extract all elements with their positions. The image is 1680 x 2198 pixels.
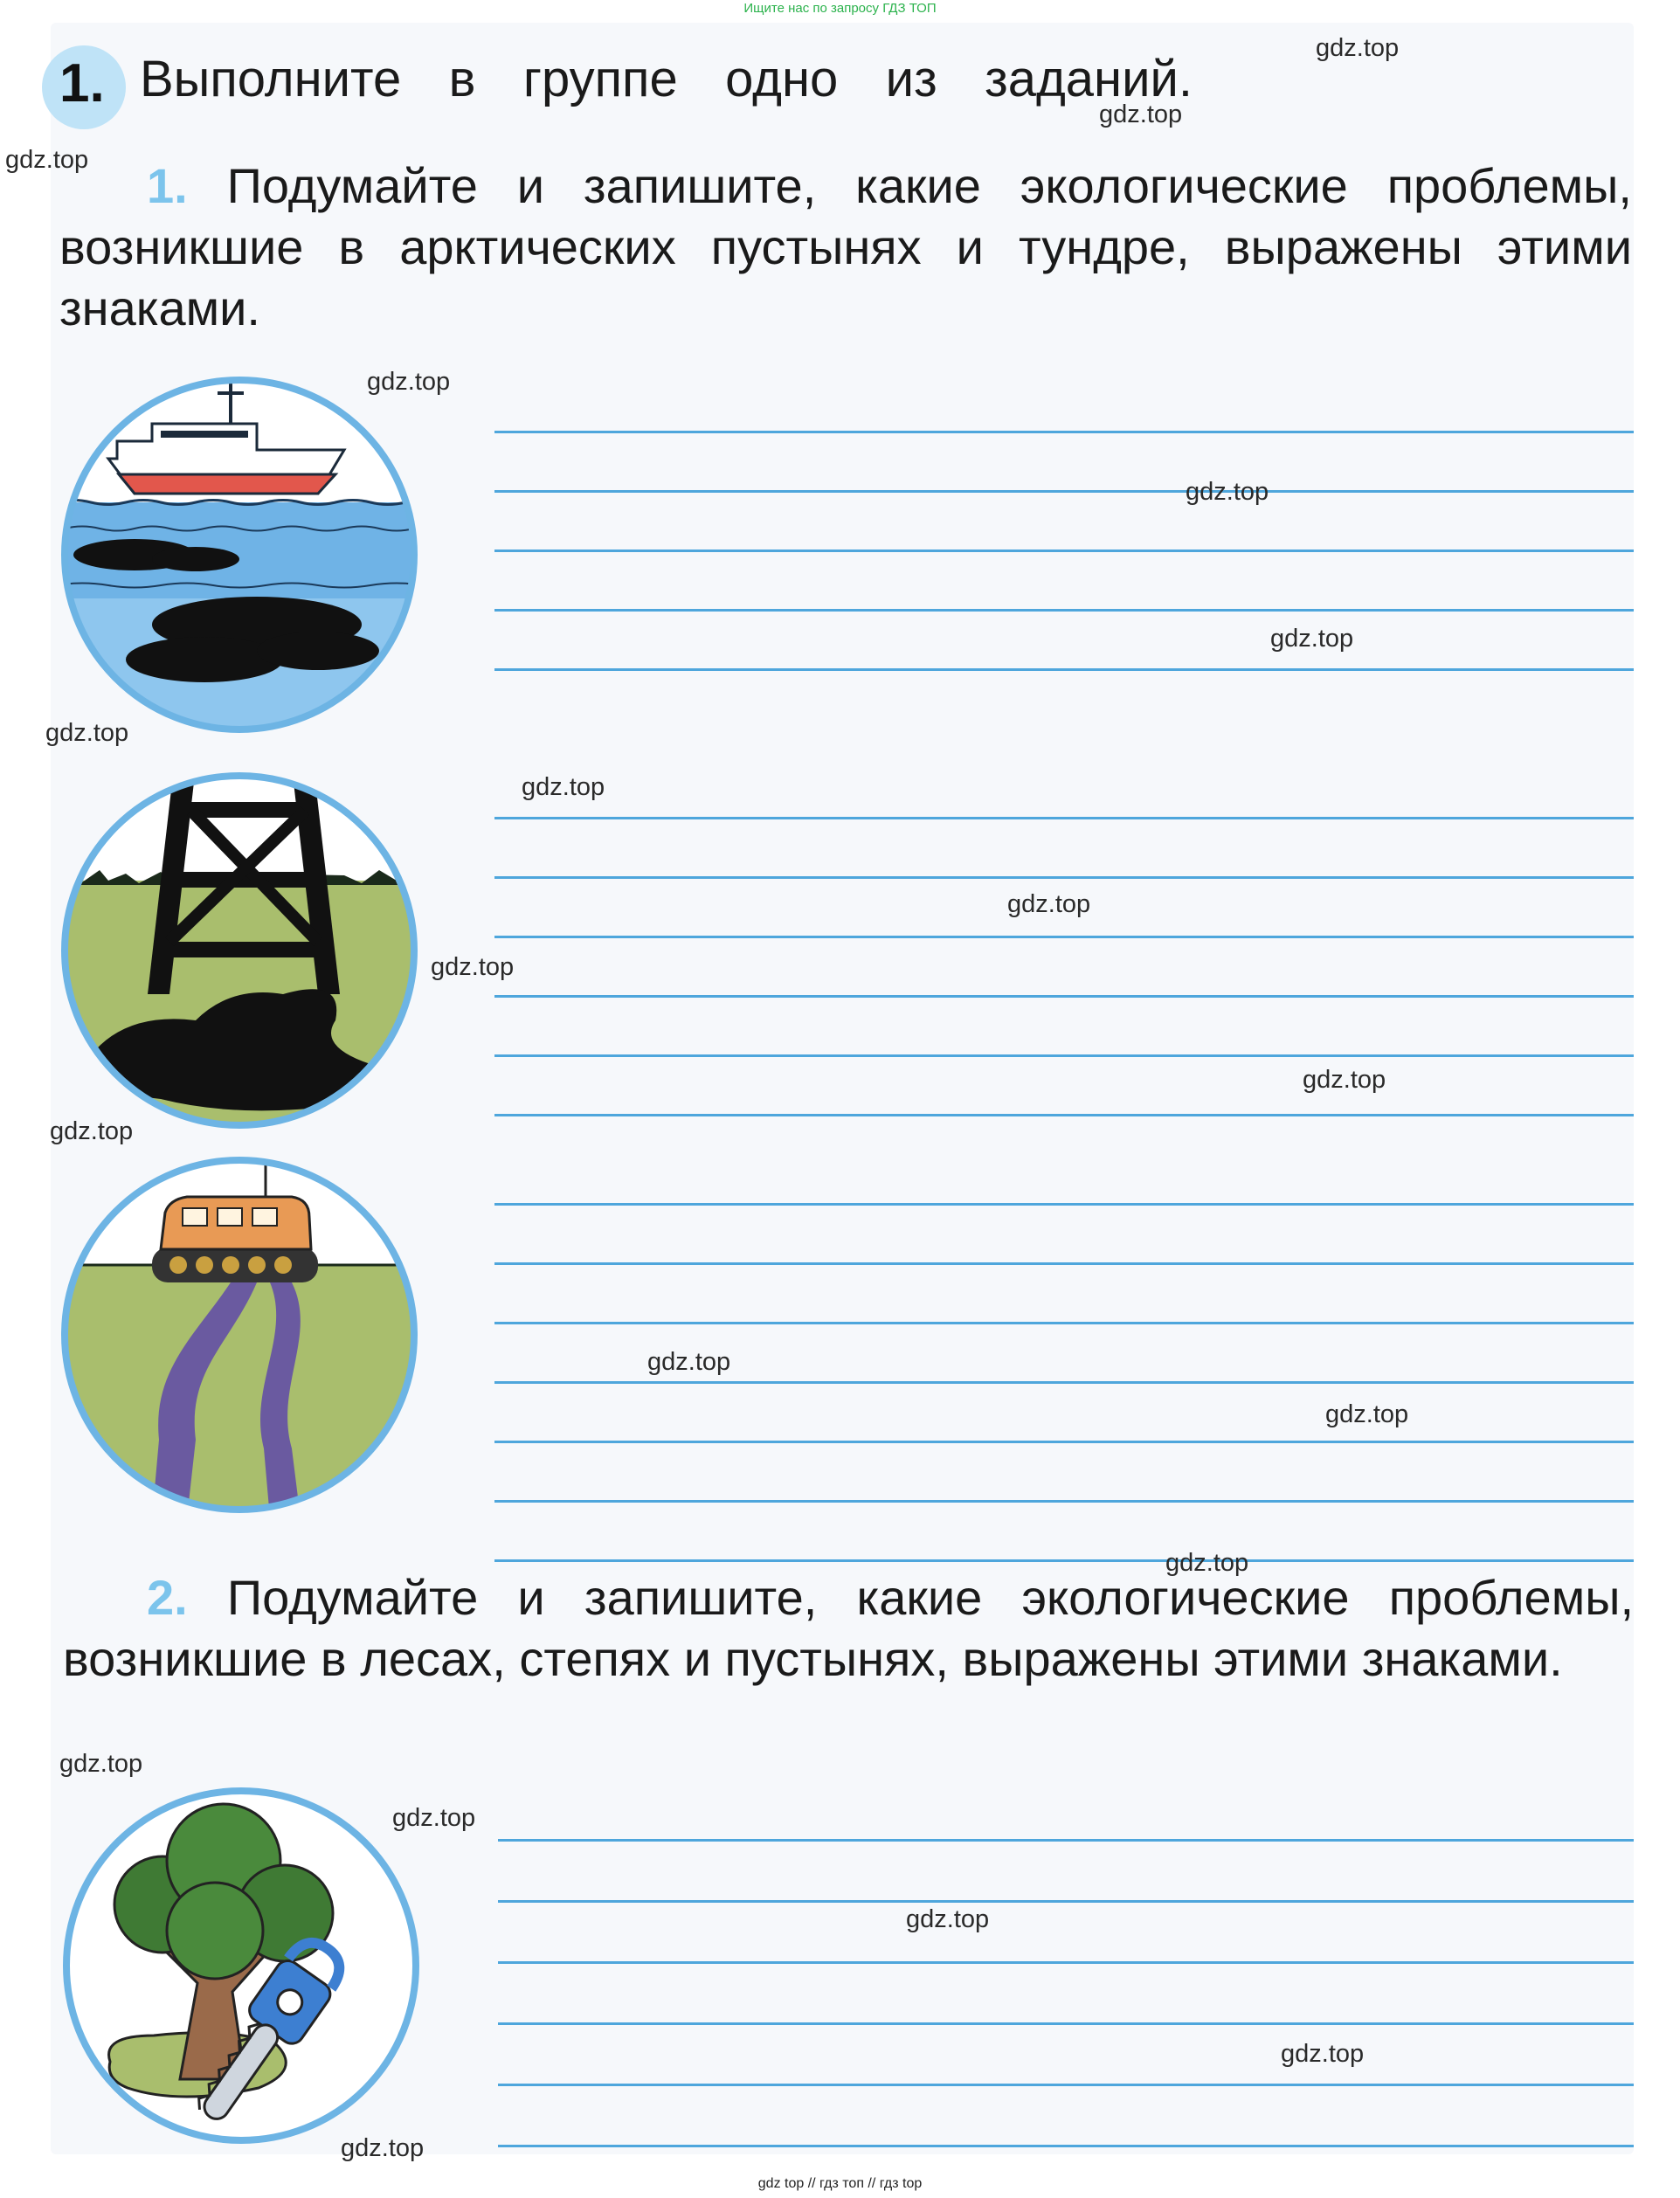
- watermark: gdz.top: [1316, 34, 1400, 62]
- task-title: Выполните в группе одно из заданий.: [140, 51, 1193, 107]
- watermark: gdz.top: [392, 1804, 476, 1832]
- oil-rig-tundra-sign: [56, 767, 423, 1134]
- answer-line[interactable]: [498, 1961, 1634, 1964]
- answer-line[interactable]: [498, 1839, 1634, 1842]
- answer-line[interactable]: [498, 2084, 1634, 2086]
- subtask-1-body: Подумайте и запишите, какие экологические проблемы, возникшие в арктических пустынях и тундре, выражены этими знаками.: [59, 158, 1632, 335]
- bottom-banner[interactable]: gdz top // гдз топ // гдз top: [757, 2176, 923, 2191]
- watermark: gdz.top: [1165, 1549, 1249, 1577]
- watermark: gdz.top: [59, 1750, 143, 1778]
- answer-line[interactable]: [494, 1500, 1634, 1503]
- answer-line[interactable]: [494, 936, 1634, 938]
- watermark: gdz.top: [5, 146, 89, 174]
- subtask-2-text: [63, 1567, 1634, 1690]
- answer-line[interactable]: [498, 1900, 1634, 1903]
- watermark: gdz.top: [1303, 1066, 1386, 1094]
- task-number-badge: [42, 45, 126, 129]
- answer-line[interactable]: [494, 668, 1634, 671]
- answer-line[interactable]: [494, 1559, 1634, 1562]
- watermark: gdz.top: [45, 719, 129, 747]
- answer-line[interactable]: [494, 609, 1634, 612]
- answer-line[interactable]: [494, 876, 1634, 879]
- answer-line[interactable]: [494, 1203, 1634, 1206]
- tree-chainsaw-sign: [58, 1782, 425, 2149]
- watermark: gdz.top: [1270, 625, 1354, 653]
- watermark: gdz.top: [906, 1905, 990, 1933]
- answer-line[interactable]: [498, 2145, 1634, 2147]
- top-banner[interactable]: Ищите нас по запросу ГДЗ ТОП: [743, 1, 937, 16]
- watermark: gdz.top: [341, 2134, 425, 2162]
- answer-line[interactable]: [494, 431, 1634, 433]
- answer-line[interactable]: [494, 995, 1634, 998]
- subtask-1-text: [59, 156, 1632, 339]
- answer-line[interactable]: [494, 1262, 1634, 1265]
- oil-spill-sea-sign: [56, 371, 423, 738]
- watermark: gdz.top: [367, 368, 451, 396]
- answer-line[interactable]: [494, 490, 1634, 493]
- answer-line[interactable]: [494, 1054, 1634, 1057]
- watermark: gdz.top: [1007, 890, 1091, 918]
- subtask-2-body: Подумайте и запишите, какие экологические проблемы, возникшие в лесах, степях и пустынях, выражены этими знаками.: [63, 1570, 1635, 1686]
- vehicle-tracks-tundra-sign: [56, 1151, 423, 1518]
- subtask-2-number: 2.: [147, 1570, 188, 1625]
- answer-line[interactable]: [494, 817, 1634, 819]
- task-number: 1.: [59, 53, 105, 114]
- watermark: gdz.top: [50, 1117, 134, 1145]
- answer-line[interactable]: [494, 550, 1634, 552]
- subtask-1-number: 1.: [147, 158, 188, 213]
- watermark: gdz.top: [522, 773, 605, 801]
- watermark: gdz.top: [647, 1348, 731, 1376]
- watermark: gdz.top: [431, 953, 515, 981]
- answer-line[interactable]: [498, 2022, 1634, 2025]
- answer-line[interactable]: [494, 1114, 1634, 1116]
- watermark: gdz.top: [1186, 478, 1269, 506]
- watermark: gdz.top: [1325, 1400, 1409, 1428]
- answer-line[interactable]: [494, 1322, 1634, 1324]
- watermark: gdz.top: [1099, 100, 1183, 128]
- answer-line[interactable]: [494, 1381, 1634, 1384]
- answer-line[interactable]: [494, 1441, 1634, 1443]
- watermark: gdz.top: [1281, 2040, 1365, 2068]
